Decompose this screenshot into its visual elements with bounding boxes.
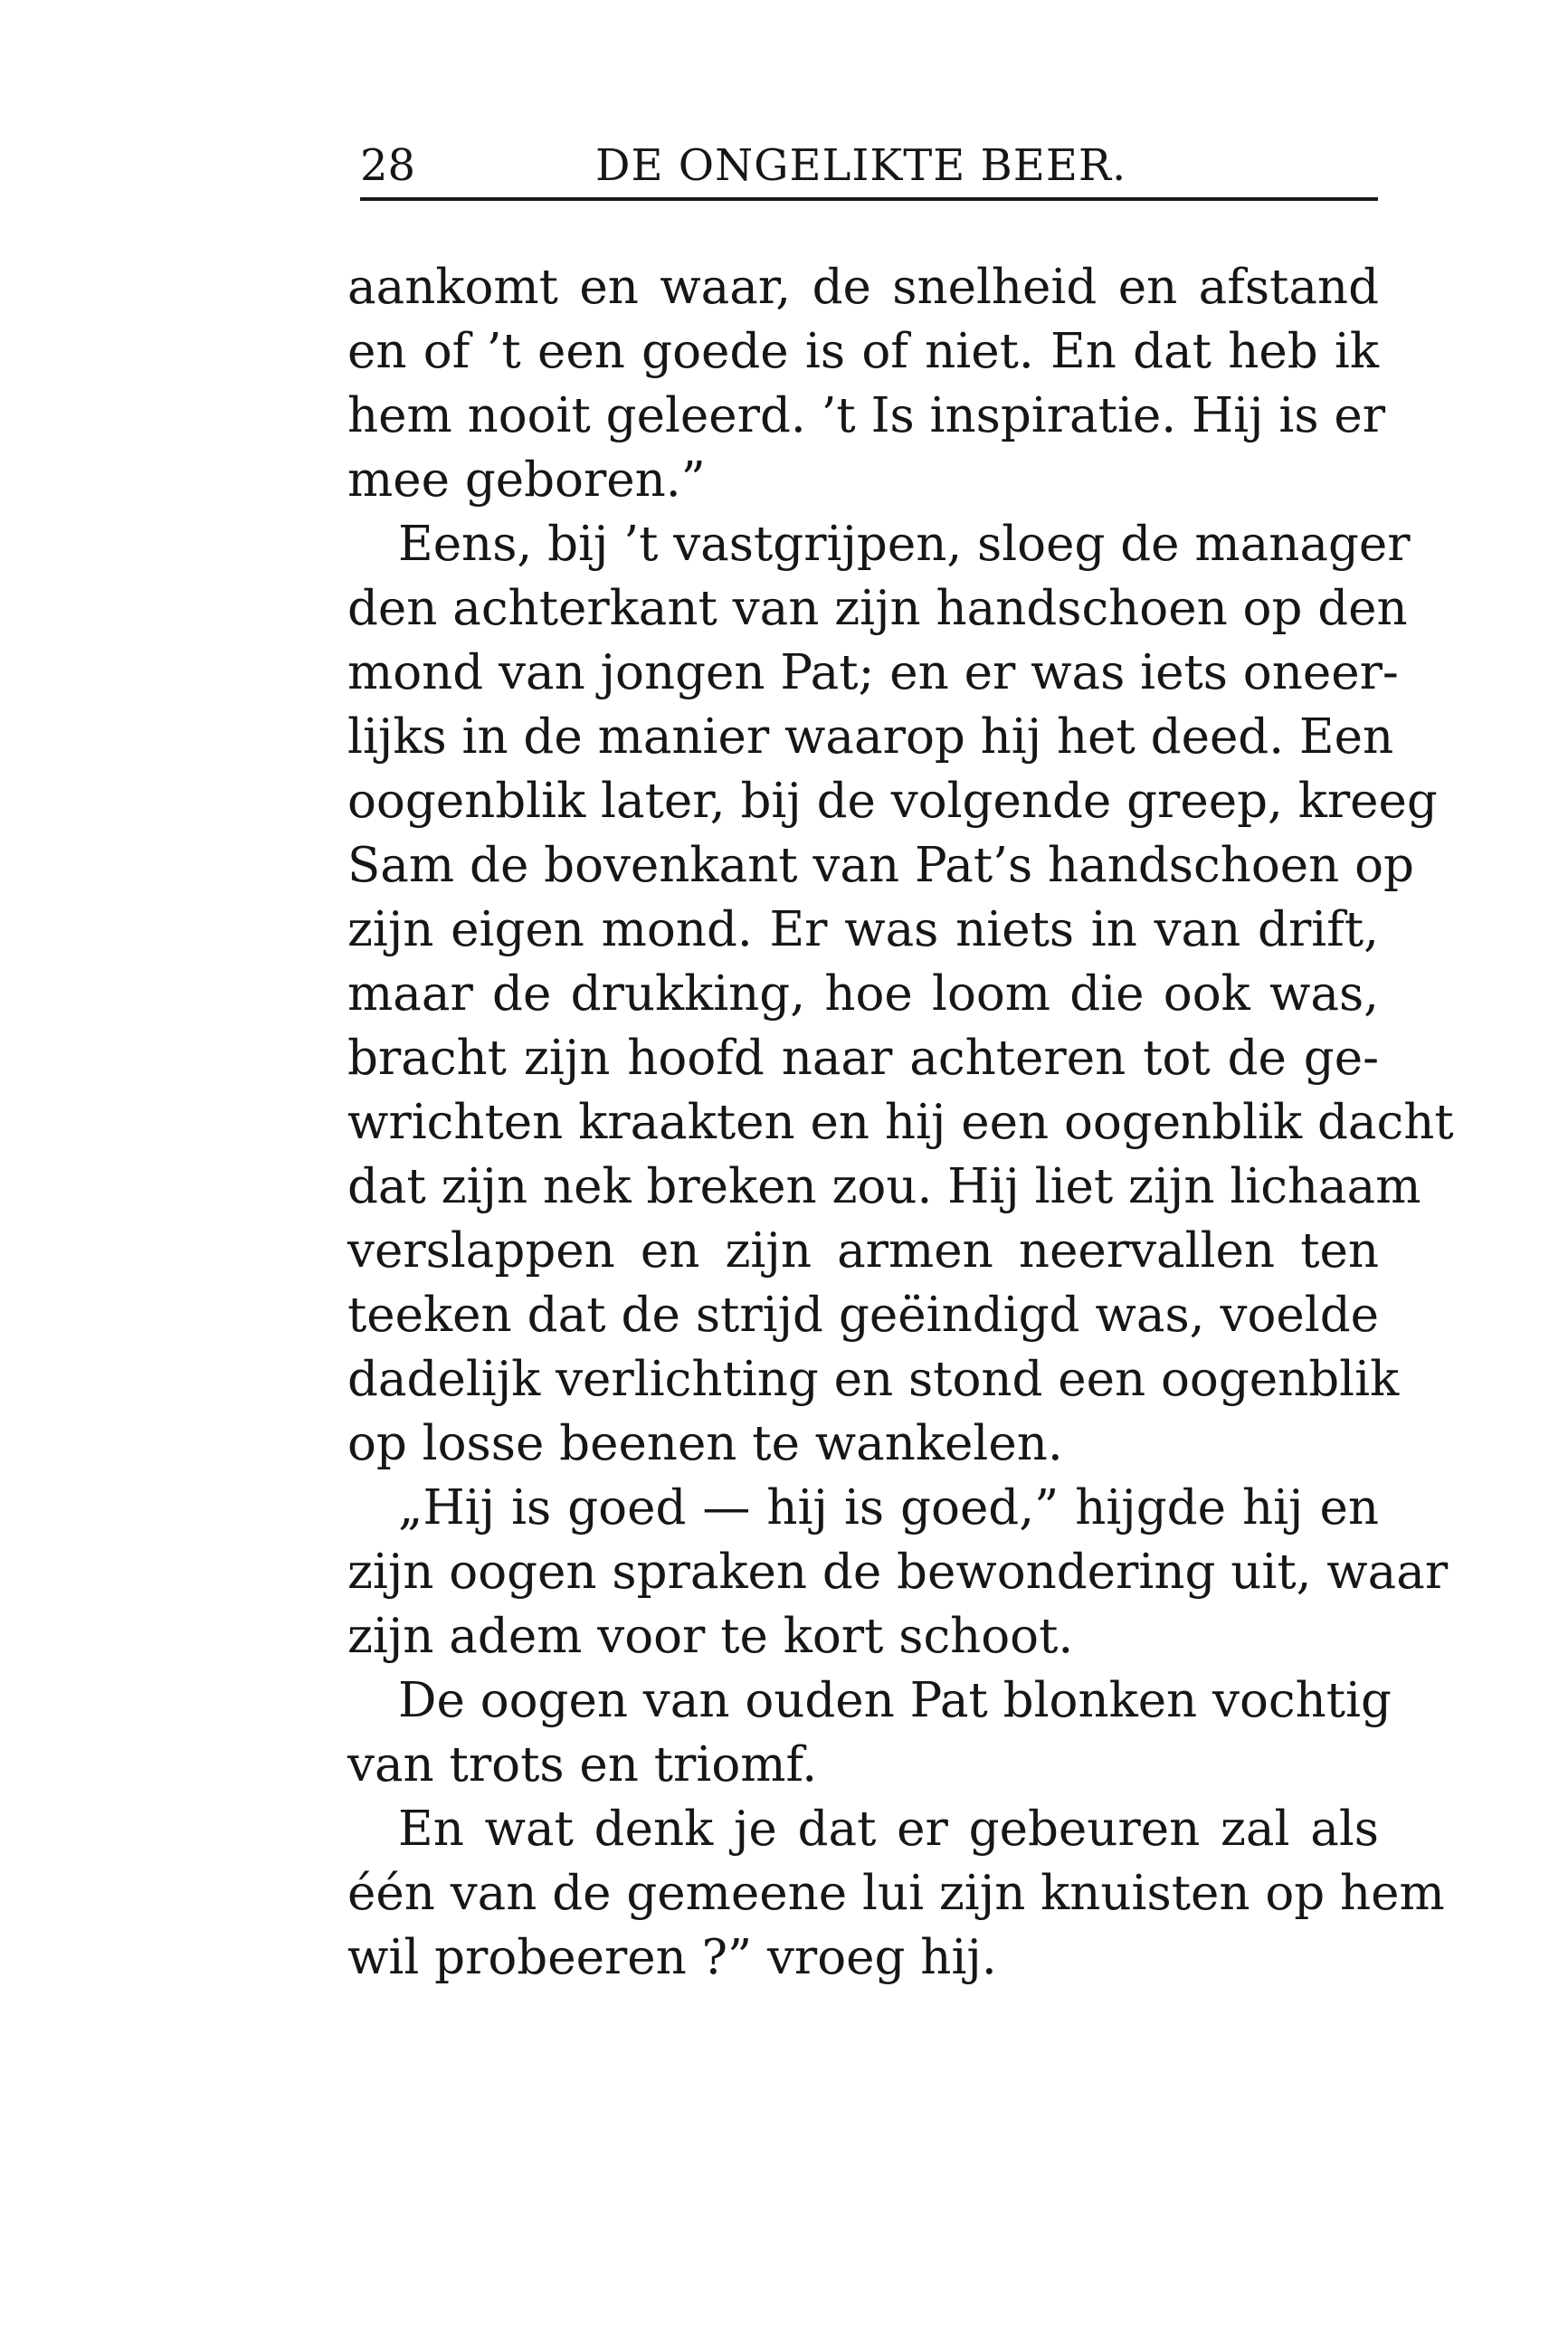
- text-line: zijn eigen mond. Er was niets in van drift,: [347, 902, 1379, 957]
- text-line: wil probeeren ?” vroeg hij.: [347, 1930, 997, 1985]
- paragraph-start-line: En wat denk je dat er gebeuren zal als: [398, 1802, 1379, 1857]
- text-line: één van de gemeene lui zijn knuisten op hem: [347, 1866, 1445, 1921]
- text-line: Sam de bovenkant van Pat’s handschoen op: [347, 838, 1414, 893]
- paragraph-start-line: „Hij is goed — hij is goed,” hijgde hij en: [398, 1480, 1379, 1536]
- text-line: verslappen en zijn armen neervallen ten: [347, 1223, 1379, 1279]
- text-line: zijn oogen spraken de bewondering uit, waar: [347, 1545, 1449, 1600]
- running-title: DE ONGELIKTE BEER.: [595, 140, 1127, 191]
- text-line: aankomt en waar, de snelheid en afstand: [347, 260, 1379, 315]
- text-line: op losse beenen te wankelen.: [347, 1416, 1063, 1471]
- text-line: lijks in de manier waarop hij het deed. Een: [347, 709, 1394, 765]
- page-number: 28: [360, 140, 416, 191]
- text-line: en of ’t een goede is of niet. En dat heb ik: [347, 324, 1379, 379]
- text-line: oogenblik later, bij de volgende greep, kreeg: [347, 774, 1438, 829]
- text-line: den achterkant van zijn handschoen op den: [347, 581, 1408, 636]
- text-line: mee geboren.”: [347, 452, 706, 508]
- page-header: [360, 136, 1378, 195]
- paragraph-start-line: De oogen van ouden Pat blonken vochtig: [398, 1673, 1392, 1728]
- text-line: teeken dat de strijd geëindigd was, voelde: [347, 1288, 1379, 1343]
- text-line: hem nooit geleerd. ’t Is inspiratie. Hij is er: [347, 388, 1386, 443]
- paragraph-start-line: Eens, bij ’t vastgrijpen, sloeg de manager: [398, 517, 1411, 572]
- text-line: van trots en triomf.: [347, 1737, 818, 1792]
- header-rule: [360, 197, 1378, 201]
- body-text: [347, 255, 1454, 1990]
- text-line: bracht zijn hoofd naar achteren tot de ge-: [347, 1031, 1379, 1086]
- text-line: maar de drukking, hoe loom die ook was,: [347, 966, 1379, 1022]
- text-line: mond van jongen Pat; en er was iets oneer-: [347, 645, 1399, 700]
- text-line: wrichten kraakten en hij een oogenblik dacht: [347, 1095, 1454, 1150]
- text-line: zijn adem voor te kort schoot.: [347, 1609, 1074, 1664]
- text-line: dadelijk verlichting en stond een oogenblik: [347, 1352, 1400, 1407]
- text-line: dat zijn nek breken zou. Hij liet zijn lichaam: [347, 1159, 1421, 1214]
